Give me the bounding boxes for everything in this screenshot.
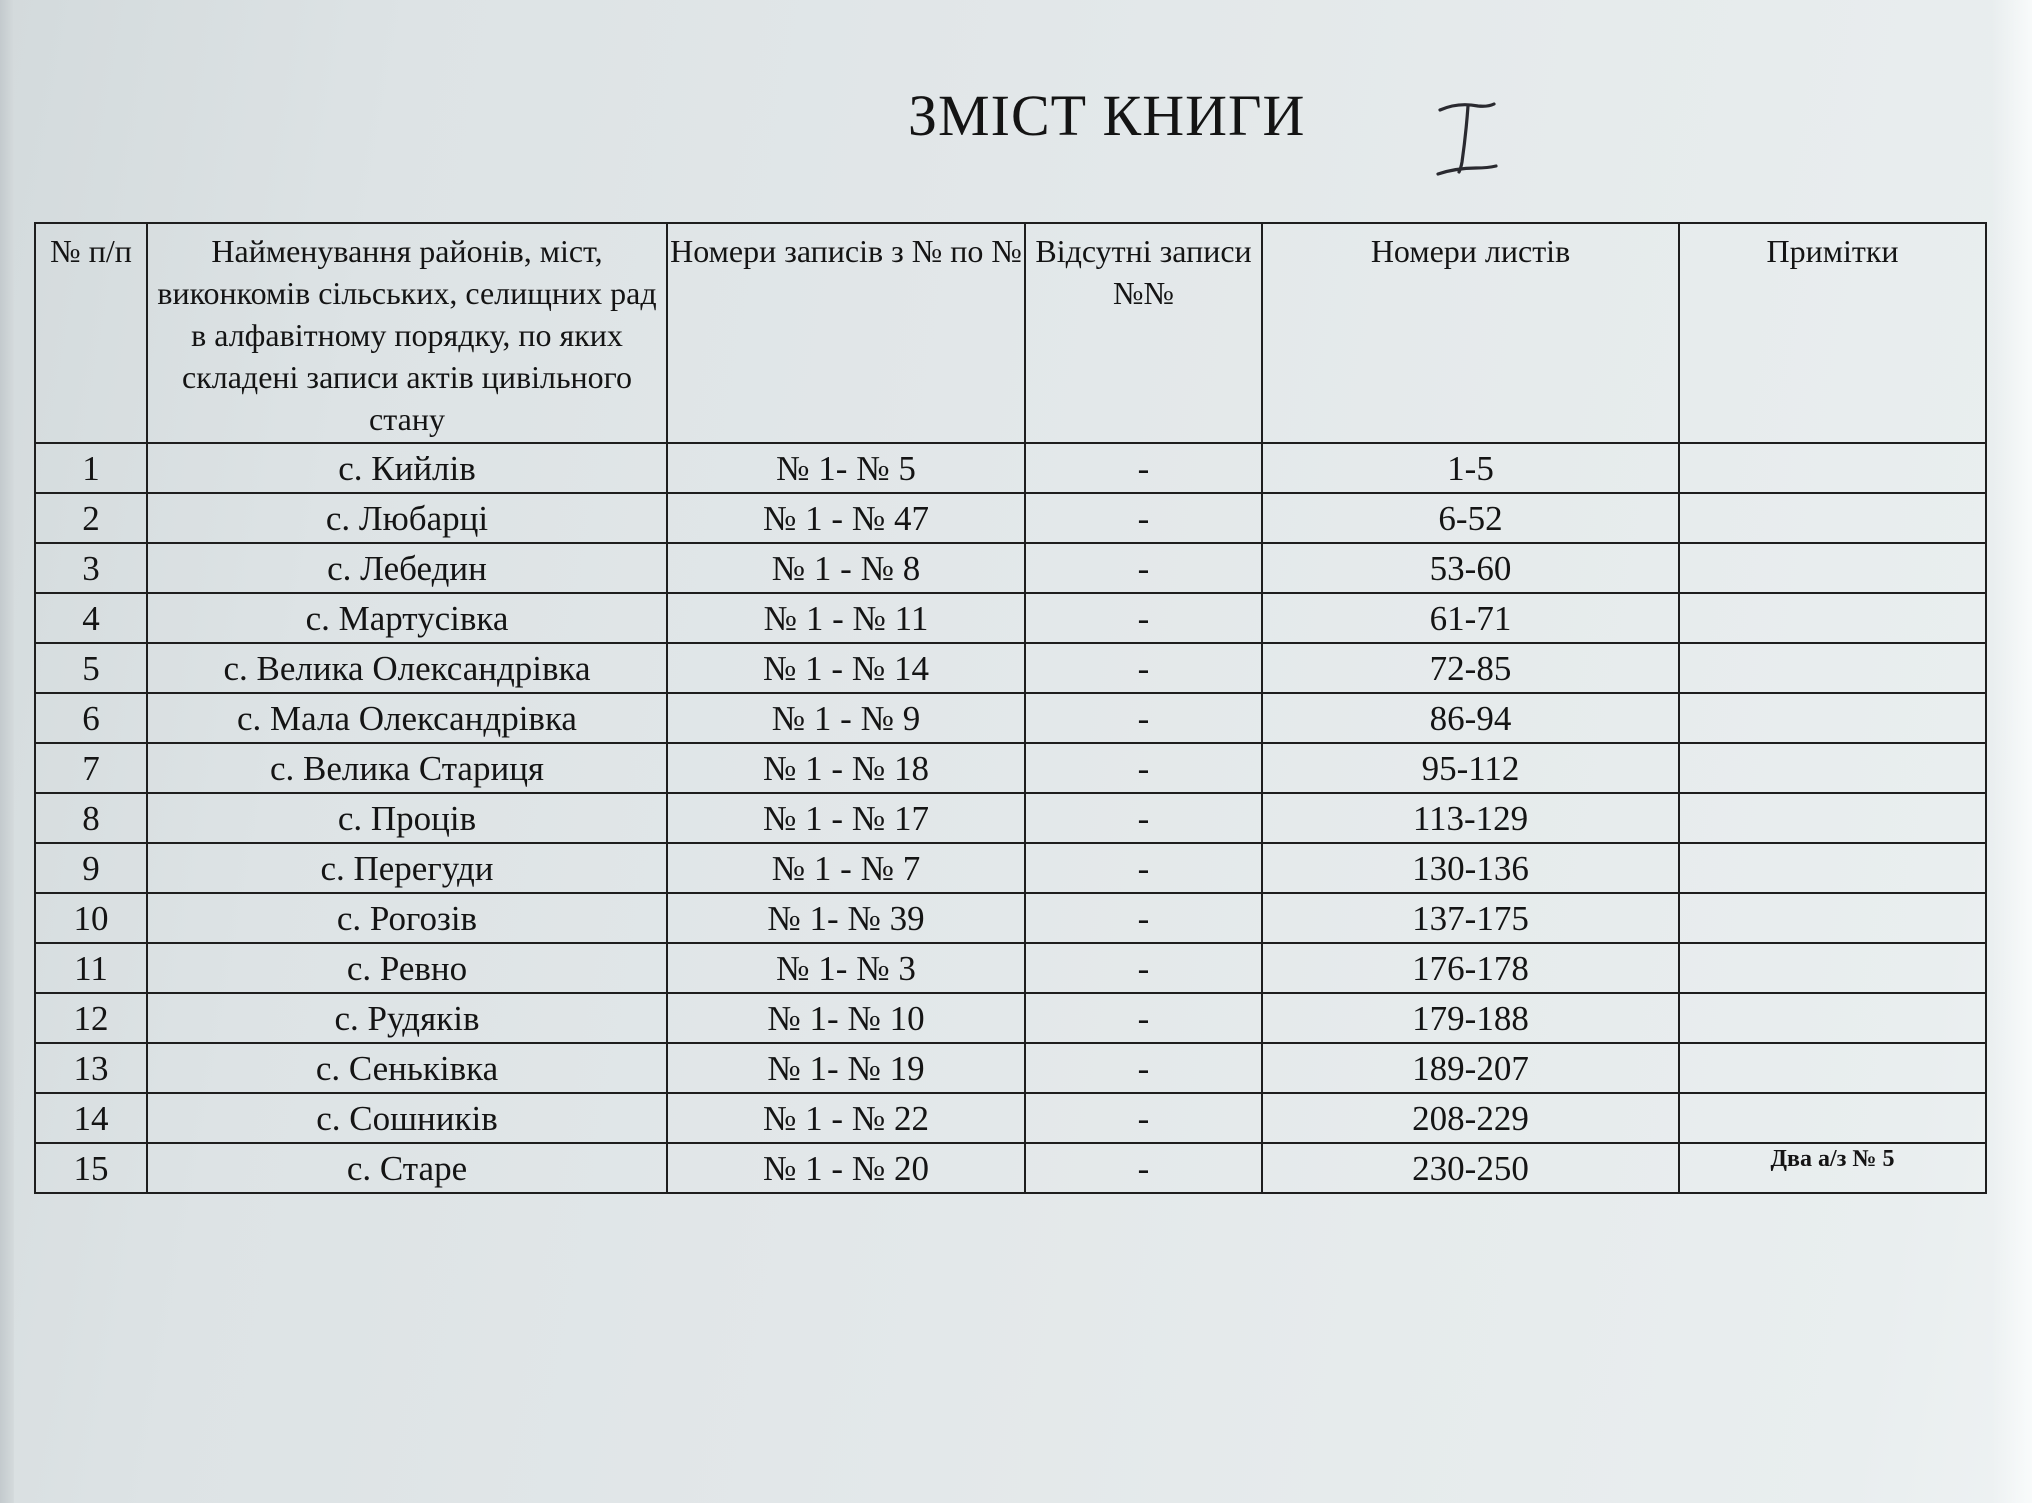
row-number-cell: 13 <box>35 1043 147 1093</box>
row-missing-cell: - <box>1025 943 1262 993</box>
row-sheets-cell: 53-60 <box>1262 543 1679 593</box>
row-sheets-cell: 95-112 <box>1262 743 1679 793</box>
row-range-cell: № 1- № 39 <box>667 893 1025 943</box>
page-edge <box>0 0 14 1503</box>
row-name-cell: с. Перегуди <box>147 843 667 893</box>
row-number-cell: 1 <box>35 443 147 493</box>
header-sheet-numbers: Номери листів <box>1262 223 1679 443</box>
table-row <box>35 843 1986 893</box>
table-row <box>35 493 1986 543</box>
header-name: Найменування районів, міст, виконкомів сільських, селищних рад в алфавітному порядку, по яких складені записи актів цивільного стану <box>147 223 667 443</box>
row-notes-cell <box>1679 493 1986 543</box>
row-range-cell: № 1 - № 7 <box>667 843 1025 893</box>
row-name-cell: с. Ревно <box>147 943 667 993</box>
row-notes-cell <box>1679 1093 1986 1143</box>
row-sheets-cell: 130-136 <box>1262 843 1679 893</box>
table-row <box>35 693 1986 743</box>
row-sheets-cell: 179-188 <box>1262 993 1679 1043</box>
row-range-cell: № 1- № 19 <box>667 1043 1025 1093</box>
row-number-cell: 14 <box>35 1093 147 1143</box>
row-name-cell: с. Велика Стариця <box>147 743 667 793</box>
row-sheets-cell: 72-85 <box>1262 643 1679 693</box>
table-row <box>35 593 1986 643</box>
row-range-cell: № 1 - № 9 <box>667 693 1025 743</box>
row-name-cell: с. Кийлів <box>147 443 667 493</box>
row-number-cell: 15 <box>35 1143 147 1193</box>
row-name-cell: с. Рудяків <box>147 993 667 1043</box>
table-row <box>35 1143 1986 1193</box>
row-range-cell: № 1 - № 22 <box>667 1093 1025 1143</box>
row-notes-cell <box>1679 643 1986 693</box>
row-name-cell: с. Мартусівка <box>147 593 667 643</box>
row-range-cell: № 1 - № 20 <box>667 1143 1025 1193</box>
row-sheets-cell: 113-129 <box>1262 793 1679 843</box>
row-sheets-cell: 6-52 <box>1262 493 1679 543</box>
table-row <box>35 743 1986 793</box>
row-missing-cell: - <box>1025 993 1262 1043</box>
row-missing-cell: - <box>1025 593 1262 643</box>
row-name-cell: с. Проців <box>147 793 667 843</box>
row-name-cell: с. Велика Олександрівка <box>147 643 667 693</box>
row-number-cell: 9 <box>35 843 147 893</box>
table-row <box>35 443 1986 493</box>
table-row <box>35 1093 1986 1143</box>
row-sheets-cell: 208-229 <box>1262 1093 1679 1143</box>
header-notes: Примітки <box>1679 223 1986 443</box>
row-range-cell: № 1 - № 14 <box>667 643 1025 693</box>
row-name-cell: с. Мала Олександрівка <box>147 693 667 743</box>
row-name-cell: с. Лебедин <box>147 543 667 593</box>
row-sheets-cell: 86-94 <box>1262 693 1679 743</box>
row-name-cell: с. Любарці <box>147 493 667 543</box>
row-range-cell: № 1 - № 8 <box>667 543 1025 593</box>
row-notes-cell <box>1679 993 1986 1043</box>
row-sheets-cell: 230-250 <box>1262 1143 1679 1193</box>
row-range-cell: № 1 - № 11 <box>667 593 1025 643</box>
page-title: ЗМІСТ КНИГИ <box>908 83 1306 148</box>
table-row <box>35 943 1986 993</box>
table-row <box>35 543 1986 593</box>
row-number-cell: 2 <box>35 493 147 543</box>
row-missing-cell: - <box>1025 493 1262 543</box>
table-row <box>35 893 1986 943</box>
row-number-cell: 7 <box>35 743 147 793</box>
row-number-cell: 8 <box>35 793 147 843</box>
row-number-cell: 6 <box>35 693 147 743</box>
row-missing-cell: - <box>1025 643 1262 693</box>
row-notes-cell <box>1679 443 1986 493</box>
row-name-cell: с. Сеньківка <box>147 1043 667 1093</box>
row-sheets-cell: 1-5 <box>1262 443 1679 493</box>
row-name-cell: с. Рогозів <box>147 893 667 943</box>
row-sheets-cell: 61-71 <box>1262 593 1679 643</box>
table-header-row <box>35 223 1986 443</box>
row-missing-cell: - <box>1025 1093 1262 1143</box>
row-range-cell: № 1 - № 18 <box>667 743 1025 793</box>
row-notes-cell <box>1679 893 1986 943</box>
row-sheets-cell: 176-178 <box>1262 943 1679 993</box>
row-notes-cell <box>1679 693 1986 743</box>
row-name-cell: с. Сошників <box>147 1093 667 1143</box>
row-missing-cell: - <box>1025 743 1262 793</box>
page-fold-highlight <box>1992 0 2032 1503</box>
row-notes-cell <box>1679 943 1986 993</box>
row-notes-cell <box>1679 593 1986 643</box>
header-number: № п/п <box>35 223 147 443</box>
row-notes-cell <box>1679 543 1986 593</box>
row-range-cell: № 1 - № 47 <box>667 493 1025 543</box>
row-notes-cell: Два а/з № 5 <box>1679 1143 1986 1193</box>
table-row <box>35 643 1986 693</box>
contents-table <box>34 222 1987 1194</box>
table-row <box>35 1043 1986 1093</box>
table-row <box>35 793 1986 843</box>
row-number-cell: 10 <box>35 893 147 943</box>
row-notes-cell <box>1679 743 1986 793</box>
row-missing-cell: - <box>1025 793 1262 843</box>
row-number-cell: 11 <box>35 943 147 993</box>
row-number-cell: 4 <box>35 593 147 643</box>
row-notes-cell <box>1679 843 1986 893</box>
header-record-range: Номери записів з № по № <box>667 223 1025 443</box>
handwritten-volume-mark <box>1432 96 1502 182</box>
row-missing-cell: - <box>1025 543 1262 593</box>
row-missing-cell: - <box>1025 443 1262 493</box>
table-row <box>35 993 1986 1043</box>
row-missing-cell: - <box>1025 1043 1262 1093</box>
row-notes-cell <box>1679 1043 1986 1093</box>
header-missing-records: Відсутні записи №№ <box>1025 223 1262 443</box>
row-sheets-cell: 189-207 <box>1262 1043 1679 1093</box>
row-number-cell: 5 <box>35 643 147 693</box>
row-number-cell: 12 <box>35 993 147 1043</box>
row-range-cell: № 1- № 5 <box>667 443 1025 493</box>
row-missing-cell: - <box>1025 893 1262 943</box>
row-number-cell: 3 <box>35 543 147 593</box>
row-missing-cell: - <box>1025 843 1262 893</box>
row-sheets-cell: 137-175 <box>1262 893 1679 943</box>
row-missing-cell: - <box>1025 1143 1262 1193</box>
row-missing-cell: - <box>1025 693 1262 743</box>
row-notes-cell <box>1679 793 1986 843</box>
row-range-cell: № 1- № 10 <box>667 993 1025 1043</box>
table-body <box>35 443 1986 1193</box>
row-range-cell: № 1- № 3 <box>667 943 1025 993</box>
row-range-cell: № 1 - № 17 <box>667 793 1025 843</box>
row-name-cell: с. Старе <box>147 1143 667 1193</box>
